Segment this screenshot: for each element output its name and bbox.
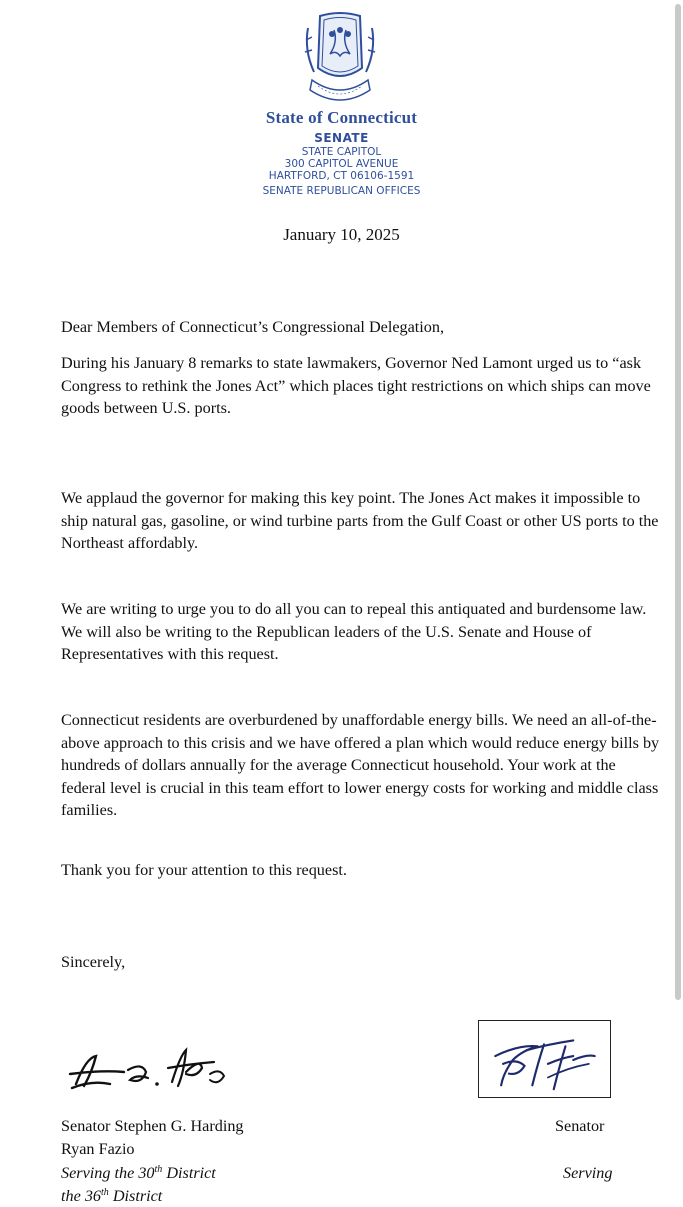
- letterhead-state: State of Connecticut: [265, 108, 418, 127]
- district-ordinal: th: [154, 1164, 163, 1175]
- closing: Sincerely,: [61, 953, 126, 971]
- district-suffix: District: [162, 1164, 216, 1182]
- district-ordinal: th: [101, 1187, 109, 1198]
- body-paragraph: Thank you for your attention to this request.: [61, 861, 347, 879]
- signer-district-continued: [61, 1185, 162, 1207]
- handwritten-signature-left: [62, 1028, 252, 1098]
- letter-date: January 10, 2025: [283, 225, 400, 244]
- letterhead-address-line: STATE CAPITOL: [301, 146, 382, 158]
- letterhead-address-line: HARTFORD, CT 06106-1591: [268, 170, 415, 182]
- signer-right-title: Senator: [555, 1117, 605, 1135]
- handwritten-signature-right: [478, 1020, 611, 1098]
- state-seal-icon: [300, 10, 380, 110]
- signer-name-continued: Ryan Fazio: [61, 1140, 135, 1158]
- body-paragraph: During his January 8 remarks to state lawmakers, Governor Ned Lamont urged us to “ask Congress to rethink the Jones Act” which places tight restrictions on which ships can move goods between U.S. ports.: [61, 354, 651, 417]
- district-suffix: District: [108, 1187, 163, 1205]
- district-prefix: the 36: [61, 1187, 102, 1205]
- letterhead-chamber: SENATE: [314, 131, 369, 145]
- body-paragraph: Connecticut residents are overburdened by unaffordable energy bills. We need an all-of-the-above approach to this crisis and we have offered a plan which would reduce energy bills by hundreds of dollars annually for the average Connecticut household. Your work at the federal level is crucial in this team effort to lower energy costs for working and middle class families.: [61, 711, 660, 819]
- letterhead-office: SENATE REPUBLICAN OFFICES: [262, 185, 421, 197]
- body-paragraph: We applaud the governor for making this key point. The Jones Act makes it impossible to ship natural gas, gasoline, or wind turbine parts from the Gulf Coast or other US ports to the Northeast affordably.: [61, 489, 659, 552]
- signer-right-serving: Serving: [563, 1164, 613, 1182]
- body-paragraph: We are writing to urge you to do all you can to repeal this antiquated and burdensome law. We will also be writing to the Republican leaders of the U.S. Senate and House of Representatives with this request.: [61, 600, 647, 663]
- district-prefix: Serving the 30: [61, 1164, 155, 1182]
- signer-left-name: Senator Stephen G. Harding: [61, 1117, 244, 1135]
- salutation: Dear Members of Connecticut’s Congressional Delegation,: [61, 318, 445, 336]
- letterhead-address-line: 300 CAPITOL AVENUE: [284, 158, 399, 170]
- signer-left-district: [61, 1162, 216, 1184]
